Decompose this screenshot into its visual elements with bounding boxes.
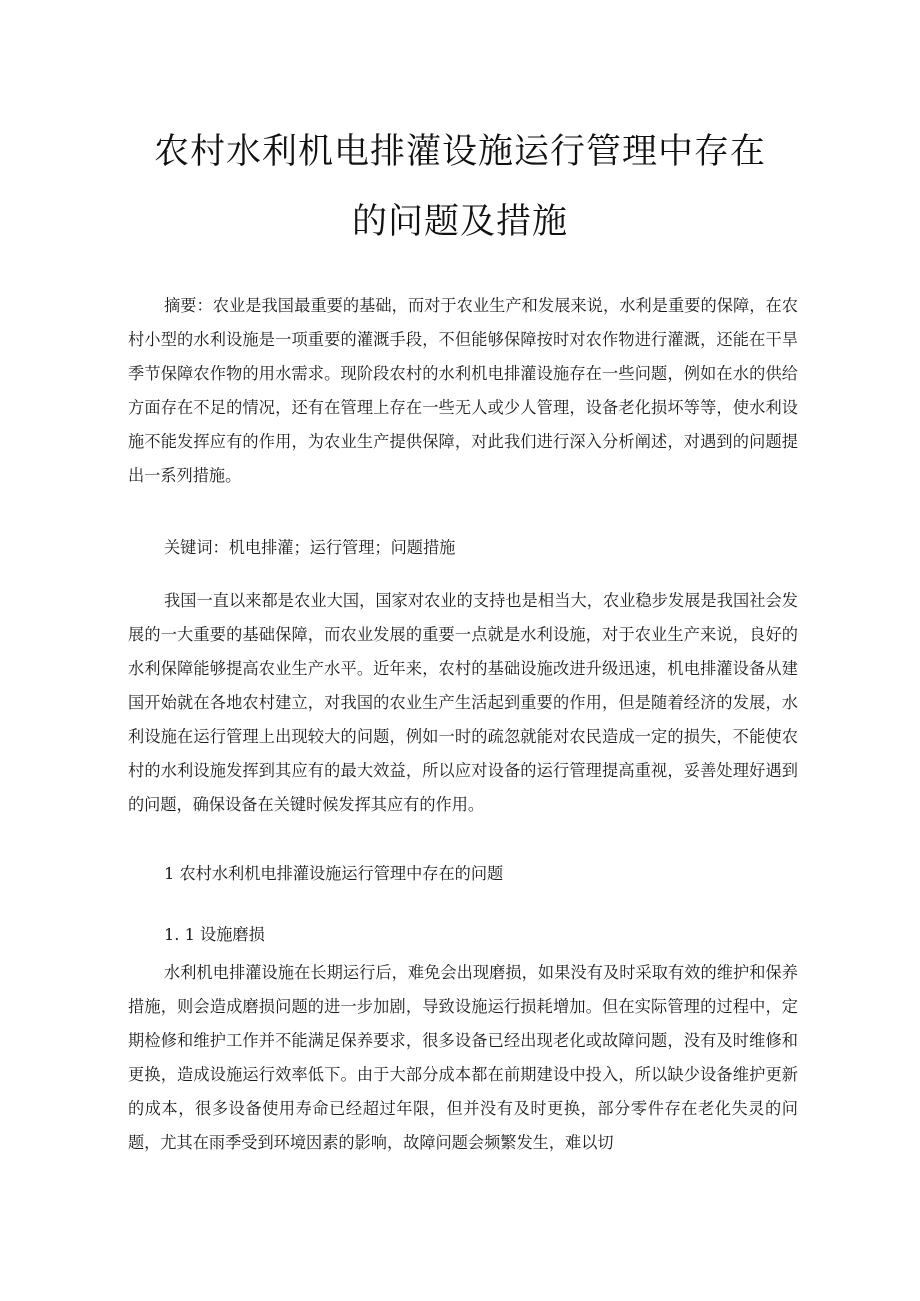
document-title-line-2: 的问题及措施 [351, 202, 568, 242]
intro-paragraph: 我国一直以来都是农业大国，国家对农业的支持也是相当大，农业稳步发展是我国社会发展的一大重要的基础保障，而农业发展的重要一点就是水利设施，对于农业生产来说，良好的水利保障能够提高农业生产水平。近年来，农村的基础设施改进升级迅速，机电排灌设备从建国开始就在各地农村建立，对我国的农业生产生活起到重要的作用，但是随着经济的发展，水利设施在运行管理上出现较大的问题，例如一时的疏忽就能对农民造成一定的损失，不能使农村的水利设施发挥到其应有的最大效益，所以应对设备的运行管理提高重视，妥善处理好遇到的问题，确保设备在关键时候发挥其应有的作用。 [128, 591, 798, 814]
abstract-paragraph: 摘要：农业是我国最重要的基础，而对于农业生产和发展来说，水利是重要的保障，在农村小型的水利设施是一项重要的灌溉手段，不但能够保障按时对农作物进行灌溉，还能在干旱季节保障农作物的用水需求。现阶段农村的水利机电排灌设施存在一些问题，例如在水的供给方面存在不足的情况，还有在管理上存在一些无人或少人管理，设备老化损坏等等，使水利设施不能发挥应有的作用，为农业生产提供保障，对此我们进行深入分析阐述，对遇到的问题提出一系列措施。 [128, 296, 798, 485]
section-1-1-heading: 1. 1 设施磨损 [164, 925, 265, 944]
keywords-line: 关键词：机电排灌；运行管理；问题措施 [164, 538, 456, 557]
document-title-line-1: 农村水利机电排灌设施运行管理中存在 [153, 132, 766, 172]
section-1-heading: 1 农村水利机电排灌设施运行管理中存在的问题 [164, 864, 504, 883]
section-1-1-body: 水利机电排灌设施在长期运行后，难免会出现磨损，如果没有及时采取有效的维护和保养措施，则会造成磨损问题的进一步加剧，导致设施运行损耗增加。但在实际管理的过程中，定期检修和维护工作并不能满足保养要求，很多设备已经出现老化或故障问题，没有及时维修和更换，造成设施运行效率低下。由于大部分成本都在前期建设中投入，所以缺少设备维护更新的成本，很多设备使用寿命已经超过年限，但并没有及时更换，部分零件存在老化失灵的问题，尤其在雨季受到环境因素的影响，故障问题会频繁发生，难以切 [128, 963, 798, 1152]
